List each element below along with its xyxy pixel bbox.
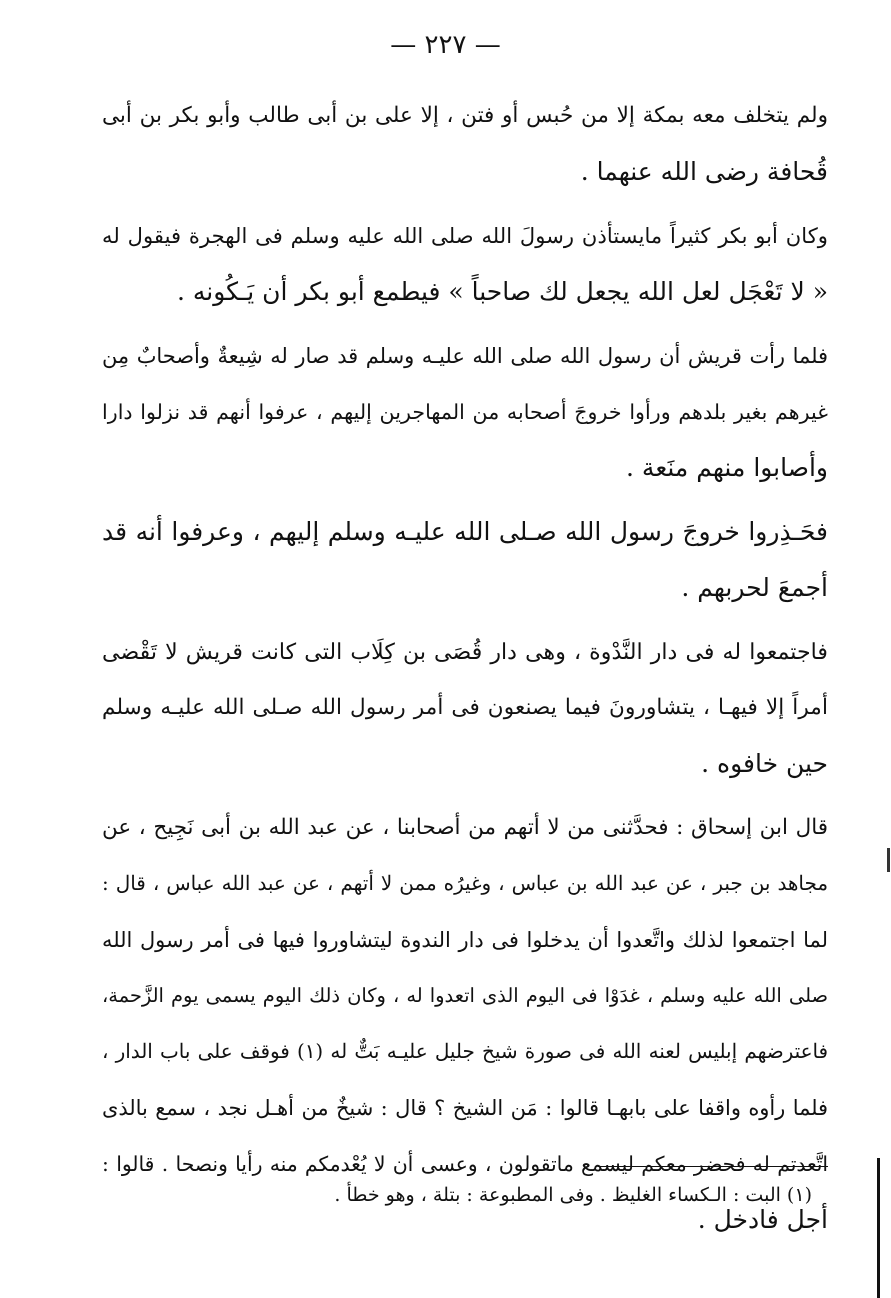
footnote-divider bbox=[598, 1166, 828, 1167]
text-line: غيرهم بغير بلدهم ورأوا خروجَ أصحابه من المهاجرين إليهم ، عرفوا أنهم قد نزلوا دارا bbox=[102, 400, 828, 424]
text-line: قال ابن إسحاق : فحدَّثنى من لا أتهم من أصحابنا ، عن عبد الله بن أبى نَجِيح ، عن bbox=[102, 815, 828, 840]
text-line: أمراً إلا فيهـا ، يتشاورونَ فيما يصنعون فى أمر رسول الله صـلى الله عليـه وسلم bbox=[102, 695, 828, 720]
page-edge-bar bbox=[877, 1158, 880, 1298]
text-line: ولم يتخلف معه بمكة إلا من حُبس أو فتن ، إلا على بن أبى طالب وأبو بكر بن أبى bbox=[102, 103, 828, 128]
text-line: وكان أبو بكر كثيراً مايستأذن رسولَ الله صلى الله عليه وسلم فى الهجرة فيقول له bbox=[102, 223, 828, 248]
text-line: أجمعَ لحربهم . bbox=[681, 573, 828, 602]
text-line: اتَّعدتم له فحضر معكم ليسمع ماتقولون ، وعسى أن لا يُعْدمكم منه رأيا ونصحا . قالوا : bbox=[102, 1152, 828, 1176]
text-line: « لا تَعْجَل لعل الله يجعل لك صاحباً » فيطمع أبو بكر أن يَـكُونه . bbox=[176, 277, 828, 306]
text-line: فلما رأوه واقفا على بابهـا قالوا : مَن الشيخ ؟ قال : شيخٌ من أهـل نجد ، سمع بالذى bbox=[102, 1096, 828, 1120]
text-line: حين خافوه . bbox=[701, 749, 828, 778]
text-line: مجاهد بن جبر ، عن عبد الله بن عباس ، وغيرُه ممن لا أتهم ، عن عبد الله عباس ، قال : bbox=[102, 872, 828, 895]
paragraph bbox=[102, 88, 828, 200]
text-line: صلى الله عليه وسلم ، غدَوْا فى اليوم الذى اتعدوا له ، وكان ذلك اليوم يسمى يوم الزَّحمة، bbox=[102, 984, 828, 1007]
paragraph bbox=[102, 624, 828, 792]
paragraph bbox=[102, 504, 828, 616]
text-line: فاجتمعوا له فى دار النَّدْوة ، وهى دار قُصَى بن كِلَاب التى كانت قريش لا تَقْضى bbox=[102, 639, 828, 665]
text-line: أجل فادخل . bbox=[697, 1205, 828, 1234]
paragraph bbox=[102, 208, 828, 320]
margin-mark bbox=[887, 848, 890, 872]
text-line: لما اجتمعوا لذلك واتَّعدوا أن يدخلوا فى دار الندوة ليتشاوروا فيها فى أمر رسول الله bbox=[102, 928, 828, 952]
page-number: — ٢٢٧ — bbox=[390, 30, 501, 60]
text-line: وأصابوا منهم منَعة . bbox=[626, 453, 828, 482]
main-text bbox=[102, 88, 828, 1248]
text-line: فلما رأت قريش أن رسول الله صلى الله عليـه وسلم قد صار له شِيعةٌ وأصحابٌ مِن bbox=[102, 344, 828, 368]
text-line: قُحافة رضى الله عنهما . bbox=[580, 157, 828, 186]
paragraph bbox=[102, 328, 828, 496]
footnote: (١) البت : الـكساء الغليظ . وفى المطبوعة : بتلة ، وهو خطأ . bbox=[334, 1184, 812, 1206]
text-line: فاعترضهم إبليس لعنه الله فى صورة شيخ جليل عليـه بَتٌّ له (١) فوقف على باب الدار ، bbox=[102, 1040, 828, 1063]
text-line: فحَـذِروا خروجَ رسول الله صـلى الله عليـه وسلم إليهم ، وعرفوا أنه قد bbox=[102, 517, 828, 546]
